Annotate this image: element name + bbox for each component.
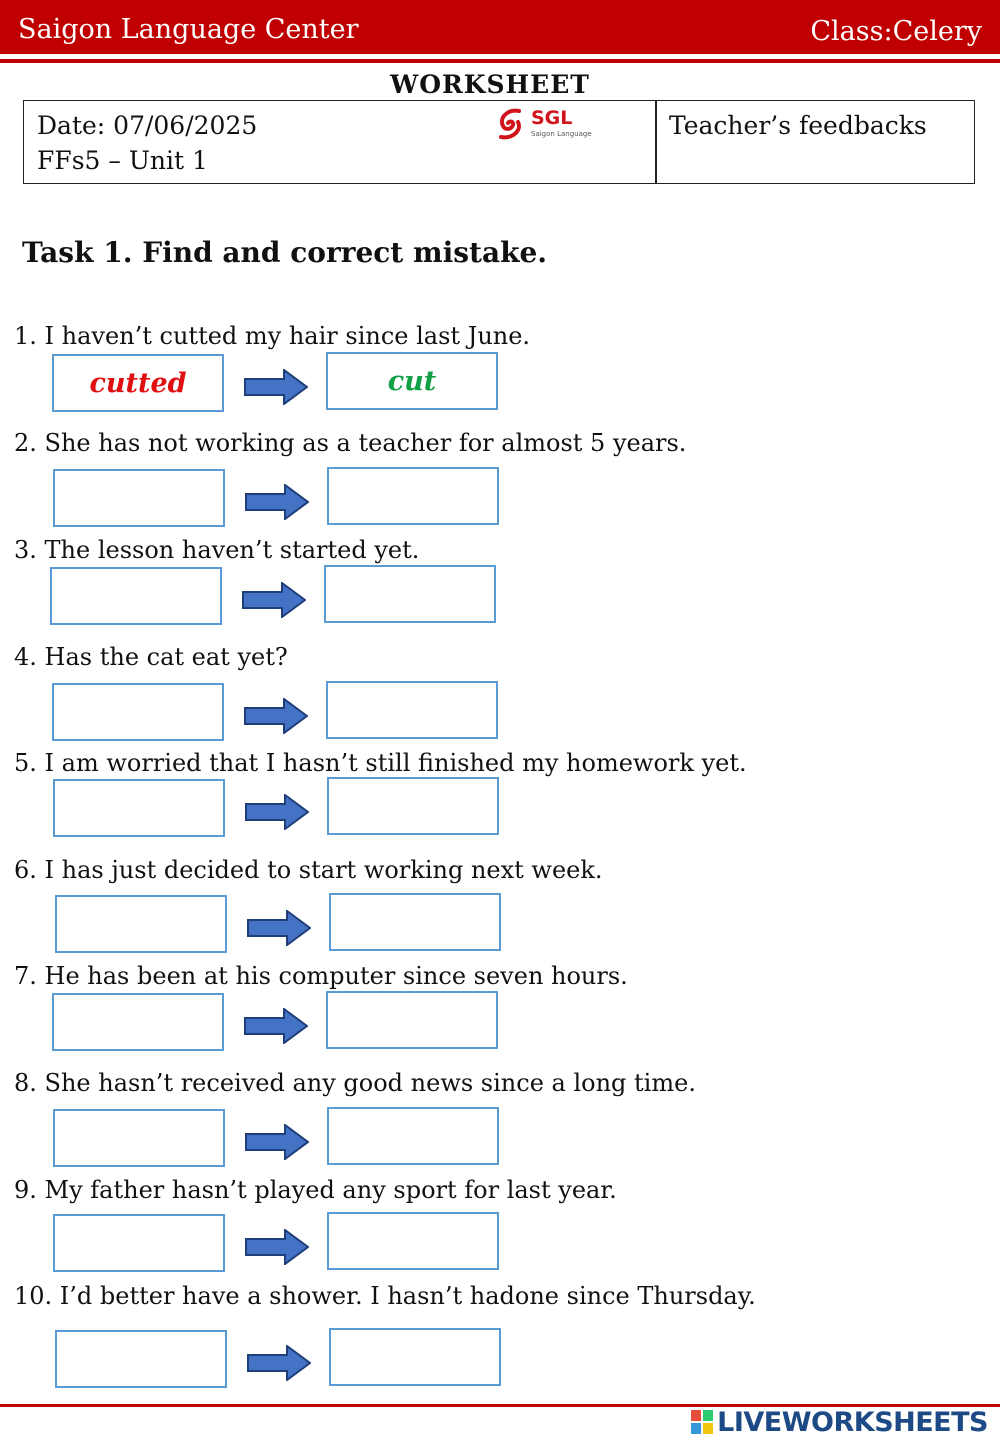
- arrow-icon: [245, 794, 309, 830]
- center-name: Saigon Language Center: [18, 14, 359, 45]
- correction-box-1[interactable]: cut: [326, 352, 498, 410]
- arrow-icon: [244, 369, 308, 405]
- mistake-box-6[interactable]: [55, 895, 227, 953]
- question-10: 10. I’d better have a shower. I hasn’t hadone since Thursday.: [14, 1282, 756, 1310]
- arrow-icon: [247, 1345, 311, 1381]
- brand-text: LIVEWORKSHEETS: [717, 1406, 988, 1438]
- sgl-swoosh-icon: [493, 106, 529, 142]
- logo-text: SGL: [531, 107, 573, 129]
- arrow-icon: [245, 1229, 309, 1265]
- arrow-icon: [242, 582, 306, 618]
- correction-box-3[interactable]: [324, 565, 496, 623]
- worksheet-title: WORKSHEET: [390, 70, 590, 99]
- class-name: Class:Celery: [810, 16, 982, 47]
- correction-box-5[interactable]: [327, 777, 499, 835]
- question-7: 7. He has been at his computer since seven hours.: [14, 962, 628, 990]
- logo-subtitle: Saigon Language: [531, 130, 592, 138]
- correction-box-7[interactable]: [326, 991, 498, 1049]
- correction-box-8[interactable]: [327, 1107, 499, 1165]
- question-4: 4. Has the cat eat yet?: [14, 643, 288, 671]
- question-1: 1. I haven’t cutted my hair since last June.: [14, 322, 531, 350]
- liveworksheets-brand[interactable]: [690, 1405, 988, 1439]
- mistake-box-1[interactable]: cutted: [52, 354, 224, 412]
- top-divider: [0, 59, 1000, 63]
- correction-box-10[interactable]: [329, 1328, 501, 1386]
- date-label: Date: 07/06/2025: [37, 111, 258, 140]
- header-divider: [655, 101, 657, 183]
- mistake-box-5[interactable]: [53, 779, 225, 837]
- question-2: 2. She has not working as a teacher for almost 5 years.: [14, 429, 687, 457]
- correction-box-9[interactable]: [327, 1212, 499, 1270]
- arrow-icon: [244, 698, 308, 734]
- question-3: 3. The lesson haven’t started yet.: [14, 536, 420, 564]
- question-6: 6. I has just decided to start working next week.: [14, 856, 603, 884]
- task-title: Task 1. Find and correct mistake.: [22, 236, 548, 269]
- arrow-icon: [245, 484, 309, 520]
- liveworksheets-logo-icon: [690, 1409, 714, 1435]
- mistake-box-10[interactable]: [55, 1330, 227, 1388]
- arrow-icon: [245, 1124, 309, 1160]
- mistake-box-8[interactable]: [53, 1109, 225, 1167]
- unit-label: FFs5 – Unit 1: [37, 146, 208, 175]
- mistake-box-7[interactable]: [52, 993, 224, 1051]
- arrow-icon: [247, 910, 311, 946]
- correction-box-2[interactable]: [327, 467, 499, 525]
- question-9: 9. My father hasn’t played any sport for last year.: [14, 1176, 617, 1204]
- mistake-box-2[interactable]: [53, 469, 225, 527]
- top-banner: [0, 0, 1000, 54]
- question-5: 5. I am worried that I hasn’t still finished my homework yet.: [14, 749, 747, 777]
- mistake-box-3[interactable]: [50, 567, 222, 625]
- teacher-feedback-label: Teacher’s feedbacks: [669, 111, 927, 140]
- question-8: 8. She hasn’t received any good news since a long time.: [14, 1069, 696, 1097]
- mistake-box-4[interactable]: [52, 683, 224, 741]
- mistake-box-9[interactable]: [53, 1214, 225, 1272]
- correction-box-4[interactable]: [326, 681, 498, 739]
- correction-box-6[interactable]: [329, 893, 501, 951]
- sgl-logo: [493, 106, 593, 142]
- arrow-icon: [244, 1008, 308, 1044]
